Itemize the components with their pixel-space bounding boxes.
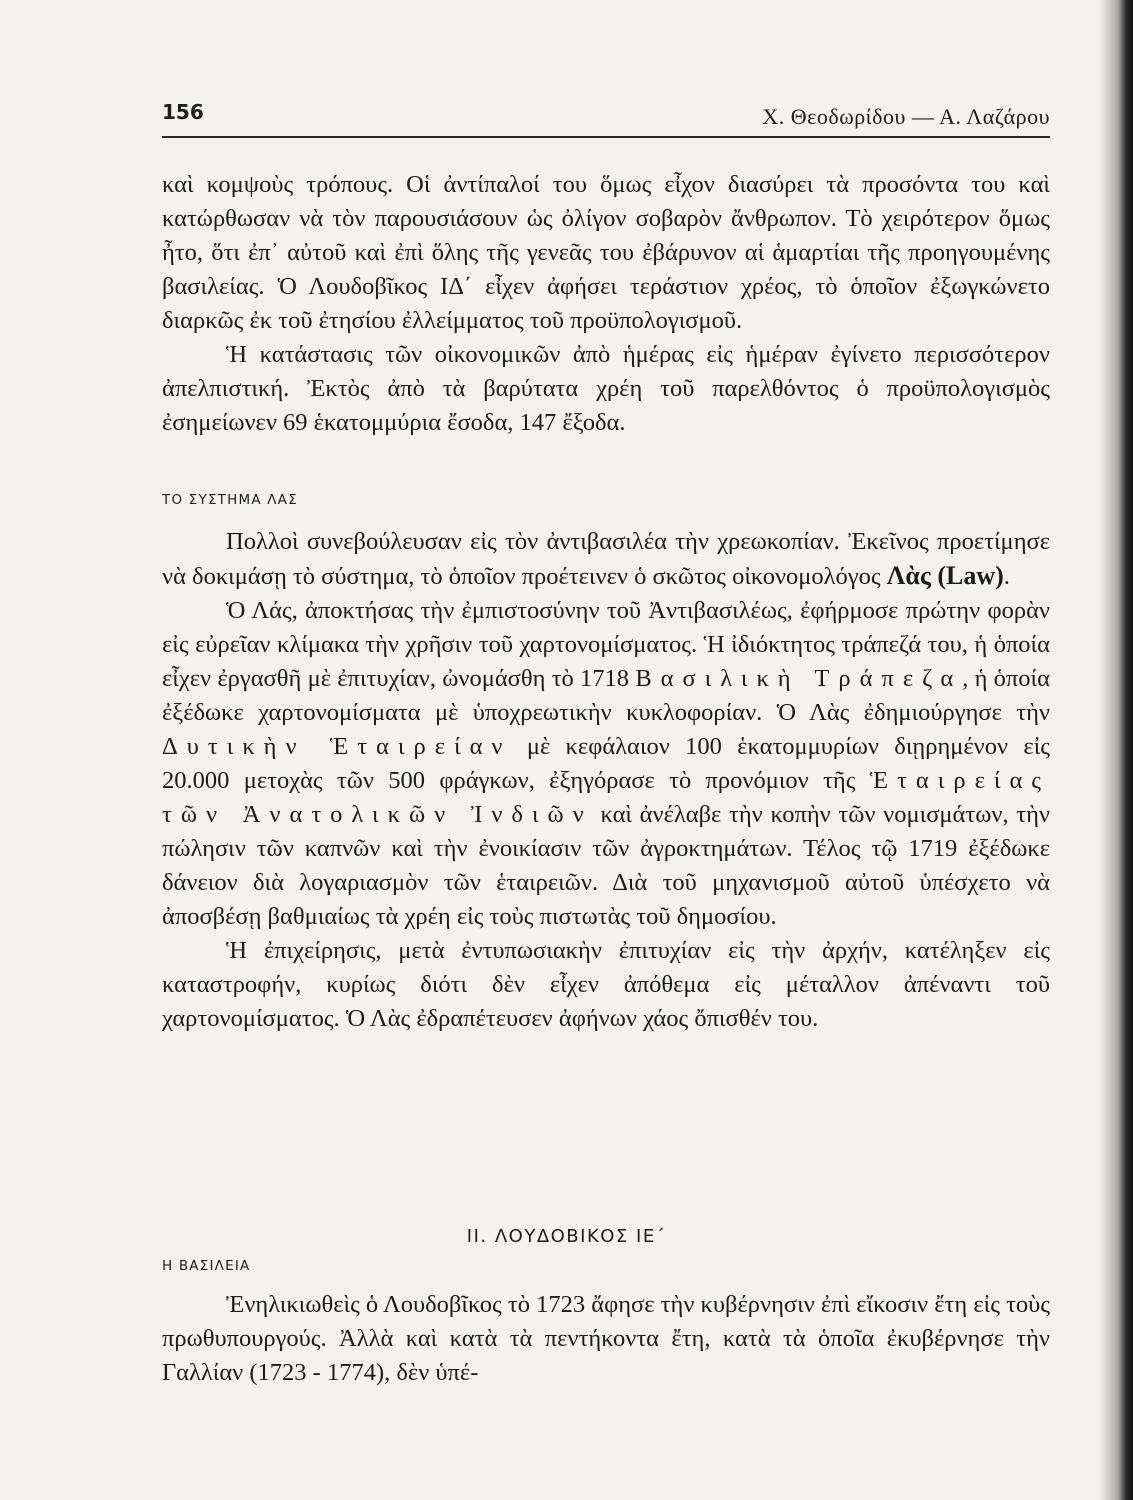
page-header [162,96,1050,138]
western-company-name: Δυτικὴν Ἑταιρείαν [162,733,512,760]
paragraph-3 [162,525,1050,594]
section-title-louis-xv: ΙΙ. ΛΟΥΔΟΒΙΚΟΣ ΙΕ΄ [466,1226,667,1247]
paragraph-3-text: Πολλοὶ συνεβούλευσαν εἰς τὸν ἀντιβασιλέα τὴν χρεωκοπίαν. Ἐκεῖνος προετίμησε νὰ δοκιμάσῃ τὸ σύστημα, τὸ ὁποῖον προέτεινεν ὁ σκῶτος οἰκονομολόγος [162,528,1050,590]
paragraph-4 [162,594,1050,934]
text-block-2 [162,525,1050,1036]
paragraph-2: Ἡ κατάστασις τῶν οἰκονομικῶν ἀπὸ ἡμέρας εἰς ἡμέραν ἐγίνετο περισσότερον ἀπελπιστική. Ἐκτὸς ἀπὸ τὰ βαρύτατα χρέη τοῦ παρελθόντος ὁ προϋπολογισμὸς ἐσημείωνεν 69 ἑκατομμύρια ἔσοδα, 147 ἔξοδα. [162,341,1050,436]
paragraph-4-part-a: Ὁ Λάς, ἀποκτήσας τὴν ἐμπιστοσύνην τοῦ Ἀντιβασιλέως, ἐφήρμοσε πρώτην φορὰν εἰς εὐρεῖαν κλίμακα τὴν χρῆσιν τοῦ χαρτονομίσματος. Ἡ ἰδιόκτητος τράπεζά του, ἡ ὁποία εἶχεν ἐργασθῆ μὲ ἐπιτυχίαν, ὠνομάσθη τὸ 1718 [162,597,1050,692]
paragraph-4-part-c: μὲ κεφάλαιον 100 ἑκατομμυρίων διῃρημένον εἰς 20.000 μετοχὰς τῶν 500 φράγκων, ἐξηγόρασε τὸ προνόμιον τῆς [162,733,1050,794]
east-indies-company-name: Ἑταιρείας τῶν Ἀνατολικῶν Ἰνδιῶν [162,767,1050,828]
page-binding-shadow [1099,0,1133,1500]
side-heading-law-system: ΤΟ ΣΥΣΤΗΜΑ ΛΑΣ [162,492,298,508]
paragraph-6: Ἐνηλικιωθεὶς ὁ Λουδοβῖκος τὸ 1723 ἄφησε τὴν κυβέρνησιν ἐπὶ εἴκοσιν ἔτη εἰς τοὺς πρωθυπουργούς. Ἀλλὰ καὶ κατὰ τὰ πεντήκοντα ἔτη, κατὰ τὰ ὁποῖα ἐκυβέρνησε τὴν Γαλλίαν (1723 - 1774), δὲν ὑπέ- [162,1291,1050,1386]
paragraph-3-end: . [1003,563,1010,590]
paragraph-1: καὶ κομψοὺς τρόπους. Οἱ ἀντίπαλοί του ὅμως εἶχον διασύρει τὰ προσόντα του καὶ κατώρθωσαν νὰ τὸν παρουσιάσουν ὡς ὀλίγον σοβαρὸν ἄνθρωπον. Τὸ χειρότερον ὅμως ἦτο, ὅτι ἐπ᾿ αὐτοῦ καὶ ἐπὶ ὅλης τῆς γενεᾶς του ἐβάρυνον αἱ ἁμαρτίαι τῆς προηγουμένης βασιλείας. Ὁ Λουδοβῖκος ΙΔ΄ εἶχεν ἀφήσει τεράστιον χρέος, τὸ ὁποῖον ἐξωγκώνετο διαρκῶς ἐκ τοῦ ἐτησίου ἐλλείμματος τοῦ προϋπολογισμοῦ. [162,171,1050,334]
text-block-1 [162,168,1050,440]
paragraph-4-part-d: καὶ ἀνέλαβε τὴν κοπὴν τῶν νομισμάτων, τὴν πώλησιν τῶν καπνῶν καὶ τὴν ἐνοικίασιν τῶν ἀγροκτημάτων. Τέλος τῷ 1719 ἐξέδωκε δάνειον διὰ λογαριασμὸν τῶν ἑταιρειῶν. Διὰ τοῦ μηχανισμοῦ αὐτοῦ ὑπέσχετο νὰ ἀποσβέσῃ βαθμιαίως τὰ χρέη εἰς τοὺς πιστωτὰς τοῦ δημοσίου. [162,801,1050,930]
text-block-3 [162,1288,1050,1390]
royal-bank-name: Βασιλικὴ Τράπεζα [635,665,963,692]
paragraph-4-part-b: , ἡ ὁποία ἐξέδωκε χαρτονομίσματα μὲ ὑποχρεωτικὴν κυκλοφορίαν. Ὁ Λὰς ἐδημιούργησε τὴν [162,665,1050,726]
running-head: Χ. Θεοδωρίδου — Α. Λαζάρου [762,104,1050,129]
side-heading-reign: Η ΒΑΣΙΛΕΙΑ [162,1258,251,1274]
page-number: 156 [162,100,204,124]
paragraph-5: Ἡ ἐπιχείρησις, μετὰ ἐντυπωσιακὴν ἐπιτυχίαν εἰς τὴν ἀρχήν, κατέληξεν εἰς καταστροφήν, κυρίως διότι δὲν εἶχεν ἀπόθεμα εἰς μέταλλον ἀπέναντι τοῦ χαρτονομίσματος. Ὁ Λὰς ἐδραπέτευσεν ἀφήνων χάος ὄπισθέν του. [162,937,1050,1032]
law-name: Λὰς (Law) [886,561,1004,590]
